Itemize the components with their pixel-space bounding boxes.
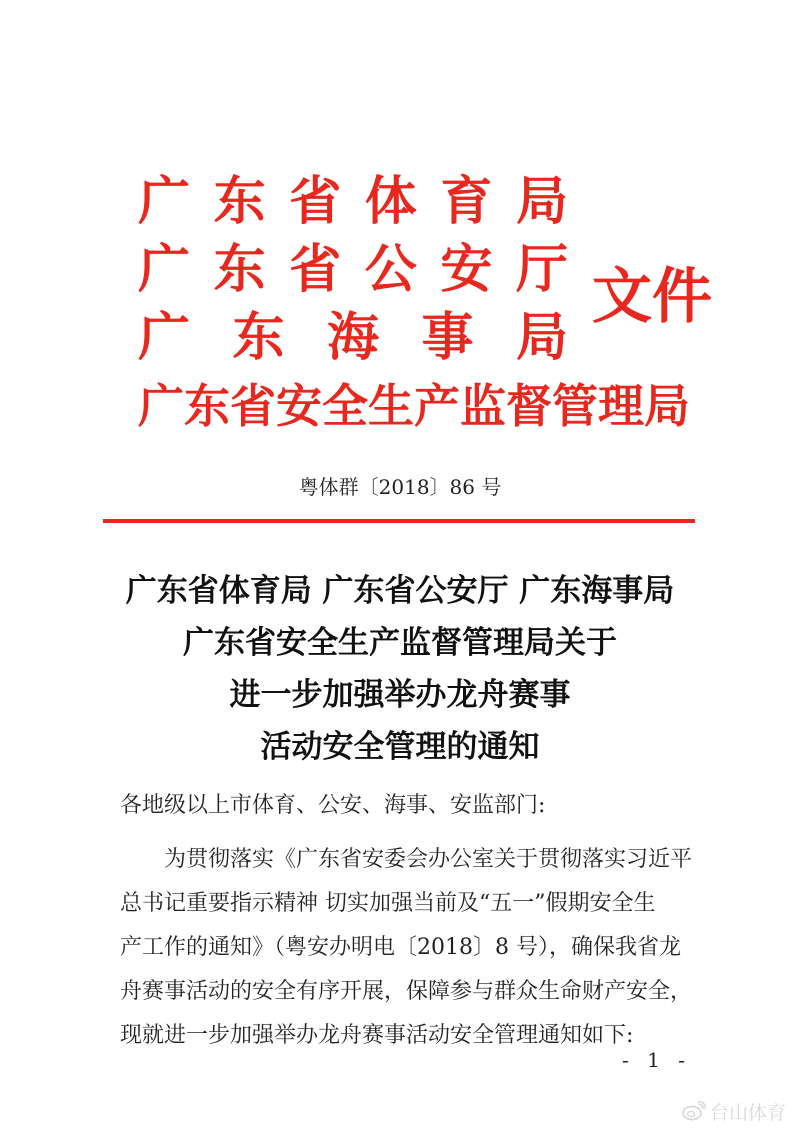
issuer-char: 东 — [213, 171, 266, 232]
issuer-char: 局 — [515, 307, 568, 368]
paragraph-line: 为贯彻落实《广东省安委会办公室关于贯彻落实习近平 — [164, 847, 693, 872]
title-line: 广东省体育局 广东省公安厅 广东海事局 — [125, 573, 675, 609]
issuer-sports-bureau — [138, 168, 568, 236]
issuer-maritime — [138, 304, 568, 372]
issuer-char: 局 — [515, 171, 568, 232]
document-number: 粤体群〔2018〕86 号 — [298, 475, 502, 499]
red-divider — [103, 519, 695, 523]
issuer-char: 广 — [138, 307, 191, 368]
issuer-char: 广 — [138, 171, 191, 232]
paragraph-line: 总书记重要指示精神 切实加强当前及“五一”假期安全生 — [120, 891, 656, 916]
watermark-text: 台山体育 — [710, 1101, 787, 1124]
salutation: 各地级以上市体育、公安、海事、安监部门: — [120, 793, 546, 818]
paragraph-line: 舟赛事活动的安全有序开展，保障参与群众生命财产安全， — [120, 979, 693, 1004]
issuer-char: 体 — [364, 171, 417, 232]
issuer-name: 广东省安全生产监督管理局 — [138, 379, 690, 433]
issuer-char: 东 — [213, 239, 266, 300]
title-line: 活动安全管理的通知 — [260, 729, 540, 765]
paragraph-line: 产工作的通知》（粤安办明电〔2018〕8 号），确保我省龙 — [120, 935, 681, 960]
paragraph-line: 现就进一步加强举办龙舟赛事活动安全管理通知如下: — [120, 1023, 634, 1048]
document-title — [60, 565, 740, 773]
issuer-char: 广 — [138, 239, 191, 300]
document-body — [120, 786, 700, 1058]
issuer-char: 公 — [364, 239, 417, 300]
issuer-char: 事 — [421, 307, 474, 368]
issuer-char: 安 — [440, 239, 493, 300]
issuer-char: 海 — [326, 307, 379, 368]
body-paragraph — [120, 838, 700, 1058]
issuer-char: 东 — [232, 307, 285, 368]
watermark — [682, 1098, 800, 1124]
issuer-char: 厅 — [515, 239, 568, 300]
title-line: 进一步加强举办龙舟赛事 — [229, 677, 571, 713]
page-number: - 1 - — [622, 1048, 691, 1072]
document-suffix: 文件 — [592, 262, 712, 332]
issuer-work-safety — [138, 372, 690, 440]
issuer-public-security — [138, 236, 568, 304]
issuer-char: 省 — [289, 171, 342, 232]
issuer-char: 省 — [289, 239, 342, 300]
title-line: 广东省安全生产监督管理局关于 — [183, 625, 617, 661]
issuer-char: 育 — [440, 171, 493, 232]
weibo-icon — [682, 1101, 706, 1121]
